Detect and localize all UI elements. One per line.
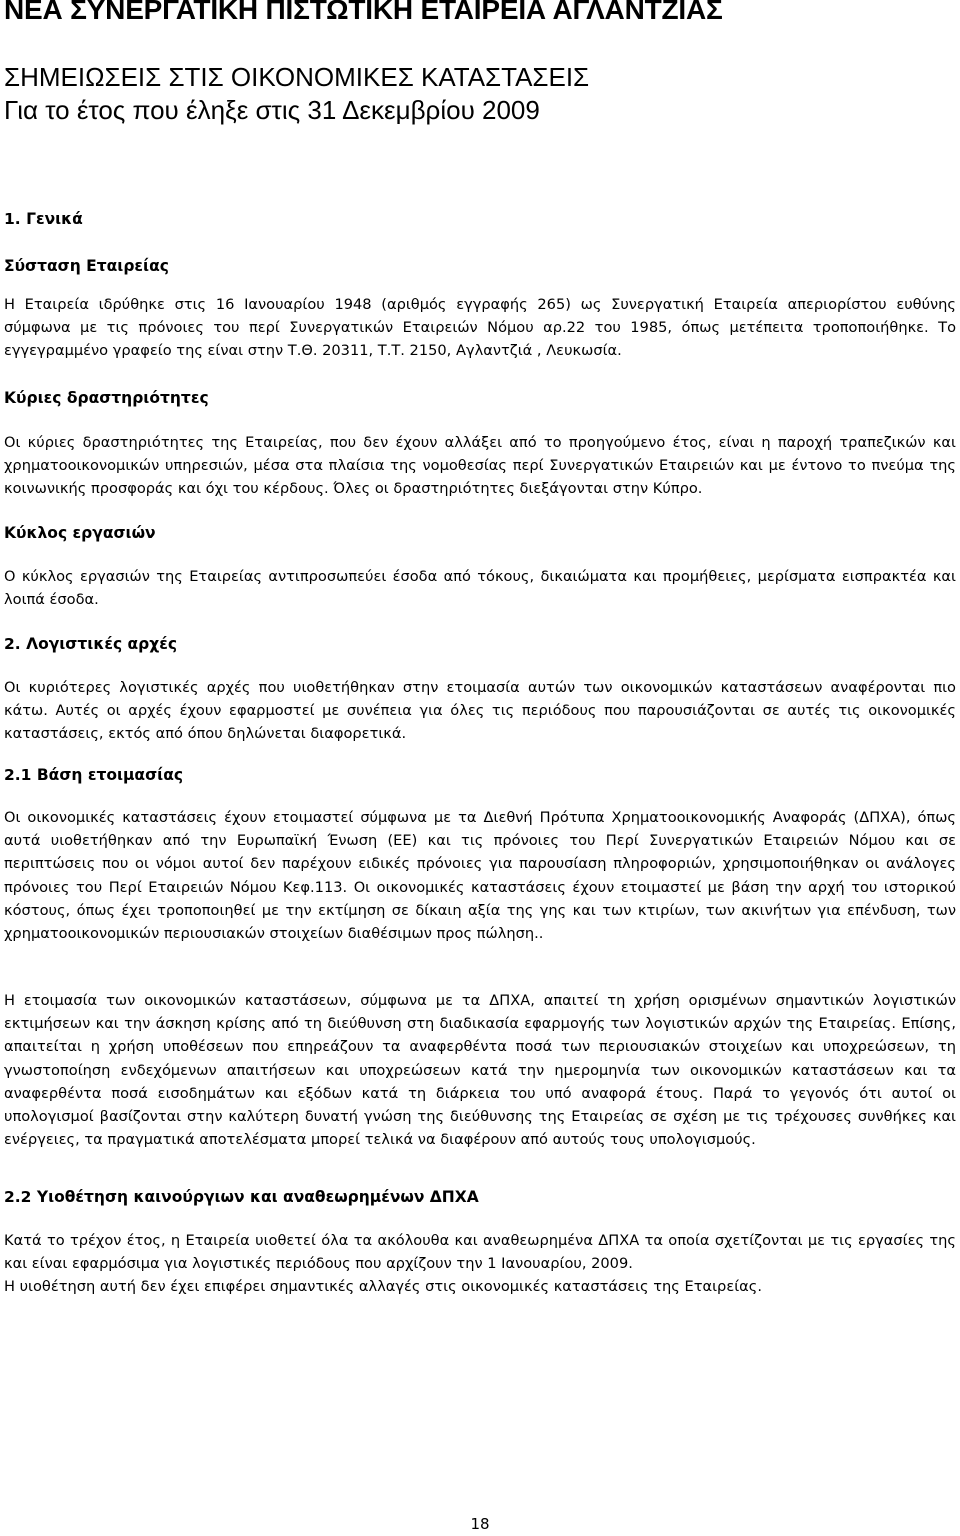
company-name: ΝΕΑ ΣΥΝΕΡΓΑΤΙΚΗ ΠΙΣΤΩΤΙΚΗ ΕΤΑΙΡΕΙΑ ΑΓΛΑΝΤΖΙΑΣ xyxy=(4,0,723,25)
paragraph-adoption-2: Η υιοθέτηση αυτή δεν έχει επιφέρει σημαντικές αλλαγές στις οικονομικές καταστάσεις της Εταιρείας. xyxy=(4,1278,762,1295)
subheading-formation: Σύσταση Εταιρείας xyxy=(4,257,169,275)
paragraph-formation: Η Εταιρεία ιδρύθηκε στις 16 Ιανουαρίου 1948 (αριθμός εγγραφής 265) ως Συνεργατική Εταιρεία απεριορίστου ευθύνης σύμφωνα με τις πρόνοιες του περί Συνεργατικών Εταιρειών Νόμου αρ.22 του 1985, όπως μετέπειτα τροποποιήθηκε. Το εγγεγραμμένο γραφείο της είναι στην Τ.Θ. 20311, Τ.Τ. 2150, Αγλαντζιά , Λευκωσία. xyxy=(4,296,956,360)
paragraph-basis-1: Οι οικονομικές καταστάσεις έχουν ετοιμαστεί σύμφωνα με τα Διεθνή Πρότυπα Χρηματοοικονομικής Αναφοράς (ΔΠΧΑ), όπως αυτά υιοθετήθηκαν από την Ευρωπαϊκή Ένωση (ΕΕ) και τις πρόνοιες του Περί Συνεργατικών Εταιρειών Νόμου και σε περιπτώσεις που οι νόμοι αυτοί δεν παρέχουν ειδικές πρόνοιες για παρουσίαση πληροφοριών, χρησιμοποιήθηκαν οι ανάλογες πρόνοιες του Περί Εταιρειών Νόμου Κεφ.113. Οι οικονομικές καταστάσεις έχουν ετοιμαστεί με βάση την αρχή του ιστορικού κόστους, όπως έχει τροποποιηθεί με την εκτίμηση σε δίκαιη αξία της γης και των κτιρίων, των ακινήτων για επένδυση, των χρηματοοικονομικών περιουσιακών στοιχείων διαθέσιμων προς πώληση.. xyxy=(4,809,956,943)
paragraph-adoption: Κατά το τρέχον έτος, η Εταιρεία υιοθετεί όλα τα ακόλουθα και αναθεωρημένα ΔΠΧΑ τα οποία σχετίζονται με τις εργασίες της και είναι εφαρμόσιμα για λογιστικές περιόδους που αρχίζουν την 1 Ιανουαρίου, 2009. xyxy=(4,1232,956,1273)
page-number: 18 xyxy=(470,1515,490,1533)
subheading-adoption: 2.2 Υιοθέτηση καινούργιων και αναθεωρημένων ΔΠΧΑ xyxy=(4,1188,479,1206)
document-subtitle: Για το έτος που έληξε στις 31 Δεκεμβρίου 2009 xyxy=(4,95,540,125)
paragraph-turnover: Ο κύκλος εργασιών της Εταιρείας αντιπροσωπεύει έσοδα από τόκους, δικαιώματα και προμήθειες, μερίσματα εισπρακτέα και λοιπά έσοδα. xyxy=(4,568,956,609)
subheading-turnover: Κύκλος εργασιών xyxy=(4,524,156,542)
paragraph-basis-2: Η ετοιμασία των οικονομικών καταστάσεων, σύμφωνα με τα ΔΠΧΑ, απαιτεί τη χρήση ορισμένων σημαντικών λογιστικών εκτιμήσεων και την άσκηση κρίσης από τη διεύθυνση στη διαδικασία εφαρμογής των λογιστικών αρχών της Εταιρείας. Επίσης, απαιτείται η χρήση υποθέσεων που επηρεάζουν τα αναφερθέντα ποσά των περιουσιακών στοιχείων και υποχρεώσεων, τη γνωστοποίηση ενδεχόμενων απαιτήσεων και υποχρεώσεων κατά την ημερομηνία των οικονομικών καταστάσεων και τα αναφερθέντα ποσά εισοδημάτων και εξόδων κατά τη διάρκεια του υπό αναφορά έτους. Παρά το γεγονός ότι αυτοί οι υπολογισμοί βασίζονται στην καλύτερη δυνατή γνώση της διεύθυνσης της Εταιρείας σε σχέση με τις τρέχουσες συνθήκες και ενέργειες, τα πραγματικά αποτελέσματα μπορεί τελικά να διαφέρουν από αυτούς τους υπολογισμούς. xyxy=(4,992,956,1149)
section-heading-accounting: 2. Λογιστικές αρχές xyxy=(4,635,178,653)
subheading-activities: Κύριες δραστηριότητες xyxy=(4,389,209,407)
document-title: ΣΗΜΕΙΩΣΕΙΣ ΣΤΙΣ ΟΙΚΟΝΟΜΙΚΕΣ ΚΑΤΑΣΤΑΣΕΙΣ xyxy=(4,62,590,92)
section-heading-general: 1. Γενικά xyxy=(4,210,83,228)
paragraph-accounting-intro: Οι κυριότερες λογιστικές αρχές που υιοθετήθηκαν στην ετοιμασία αυτών των οικονομικών καταστάσεων αναφέρονται πιο κάτω. Αυτές οι αρχές έχουν εφαρμοστεί με συνέπεια για όλες τις περιόδους που παρουσιάζονται σε αυτές τις οικονομικές καταστάσεις, εκτός από όπου δηλώνεται διαφορετικά. xyxy=(4,679,956,743)
subheading-basis: 2.1 Βάση ετοιμασίας xyxy=(4,766,184,784)
paragraph-activities: Οι κύριες δραστηριότητες της Εταιρείας, που δεν έχουν αλλάξει από το προηγούμενο έτος, είναι η παροχή τραπεζικών και χρηματοοικονομικών υπηρεσιών, μέσα στα πλαίσια της νομοθεσίας περί Συνεργατικών Εταιρειών και με έντονο το πνεύμα της κοινωνικής προσφοράς και όχι του κέρδους. Όλες οι δραστηριότητες διεξάγονται στην Κύπρο. xyxy=(4,434,956,498)
